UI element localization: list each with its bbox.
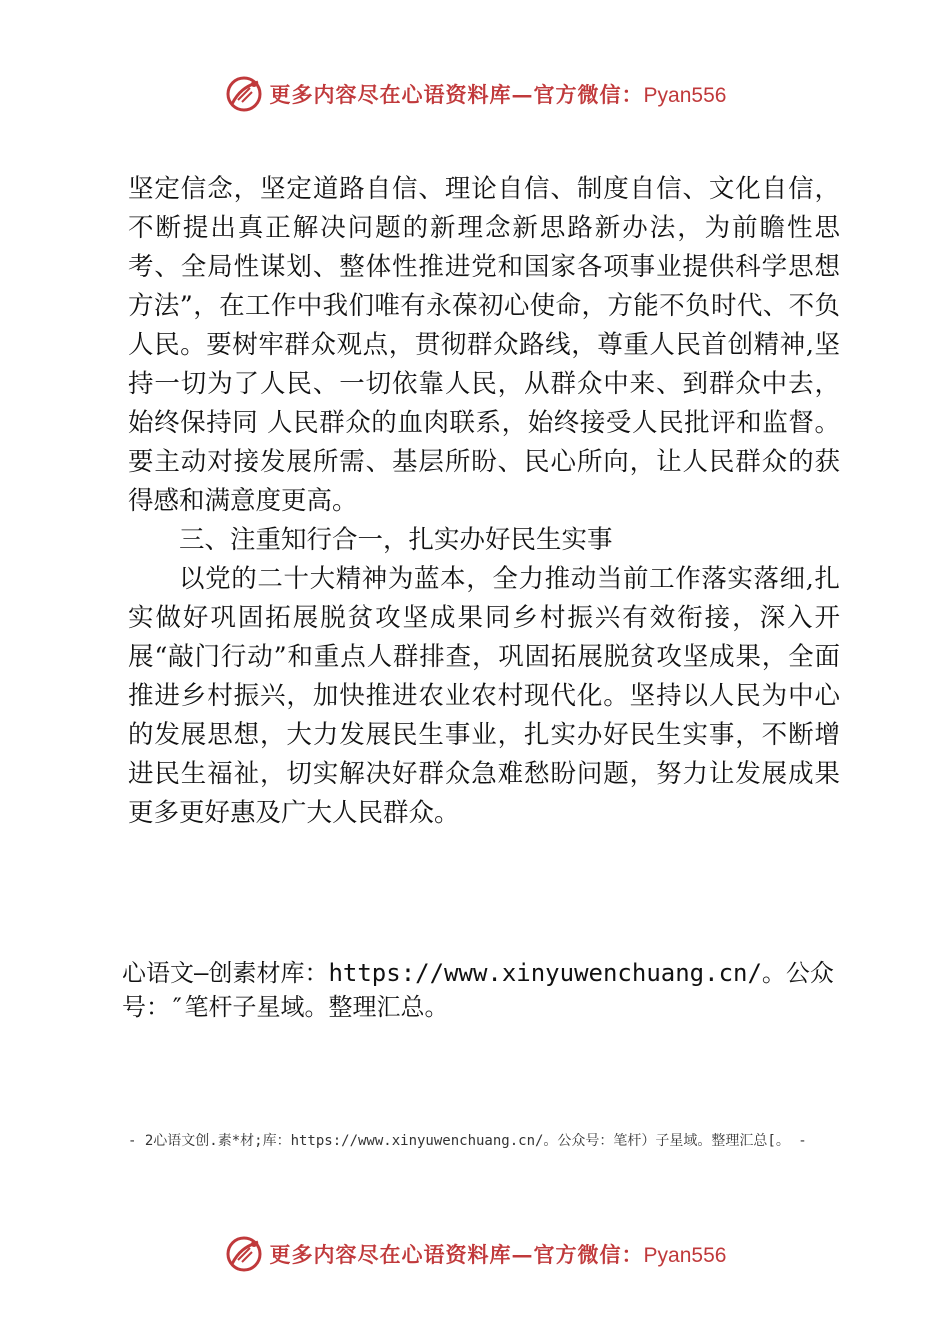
header-wechat-id: Pyan556 xyxy=(643,84,727,107)
footer-wechat-id: Pyan556 xyxy=(643,1244,727,1267)
footer-banner xyxy=(0,1224,950,1284)
header-banner xyxy=(0,64,950,124)
section-heading-3: 三、注重知行合一，扎实办好民生实事 xyxy=(179,525,613,555)
footer-banner-text: 更多内容尽在心语资料库—官方微信：Pyan556 xyxy=(269,1242,727,1267)
document-body xyxy=(128,170,840,833)
brand-logo-icon xyxy=(224,74,264,114)
brand-logo-icon xyxy=(224,1234,264,1274)
header-banner-text: 更多内容尽在心语资料库—官方微信：Pyan556 xyxy=(269,82,727,107)
source-note: 心语文—创素材库：https://www.xinyuwenchuang.cn/。公众号：″笔杆子星域。整理汇总。 xyxy=(122,959,834,1021)
paragraph-1: 坚定信念，坚定道路自信、理论自信、制度自信、文化自信，不断提出真正解决问题的新理念新思路新办法，为前瞻性思考、全局性谋划、整体性推进党和国家各项事业提供科学思想方法”，在工作中我们唯有永葆初心使命，方能不负时代、不负人民。要树牢群众观点，贯彻群众路线，尊重人民首创精神,坚持一切为了人民、一切依靠人民，从群众中来、到群众中去，始终保持同 人民群众的血肉联系，始终接受人民批评和监督。要主动对接发展所需、基层所盼、民心所向，让人民群众的获得感和满意度更高。 xyxy=(128,174,840,516)
page-footer: - 2心语文创.素*材;库：https://www.xinyuwenchuang.cn/。公众号：笔杆）子星域。整理汇总[。 - xyxy=(128,1133,807,1149)
paragraph-2: 以党的二十大精神为蓝本，全力推动当前工作落实落细,扎实做好巩固拓展脱贫攻坚成果同乡村振兴有效衔接，深入开展“敲门行动”和重点人群排查，巩固拓展脱贫攻坚成果，全面推进乡村振兴，加快推进农业农村现代化。坚持以人民为中心的发展思想，大力发展民生事业，扎实办好民生实事，不断增进民生福祉，切实解决好群众急难愁盼问题，努力让发展成果更多更好惠及广大人民群众。 xyxy=(128,564,840,828)
